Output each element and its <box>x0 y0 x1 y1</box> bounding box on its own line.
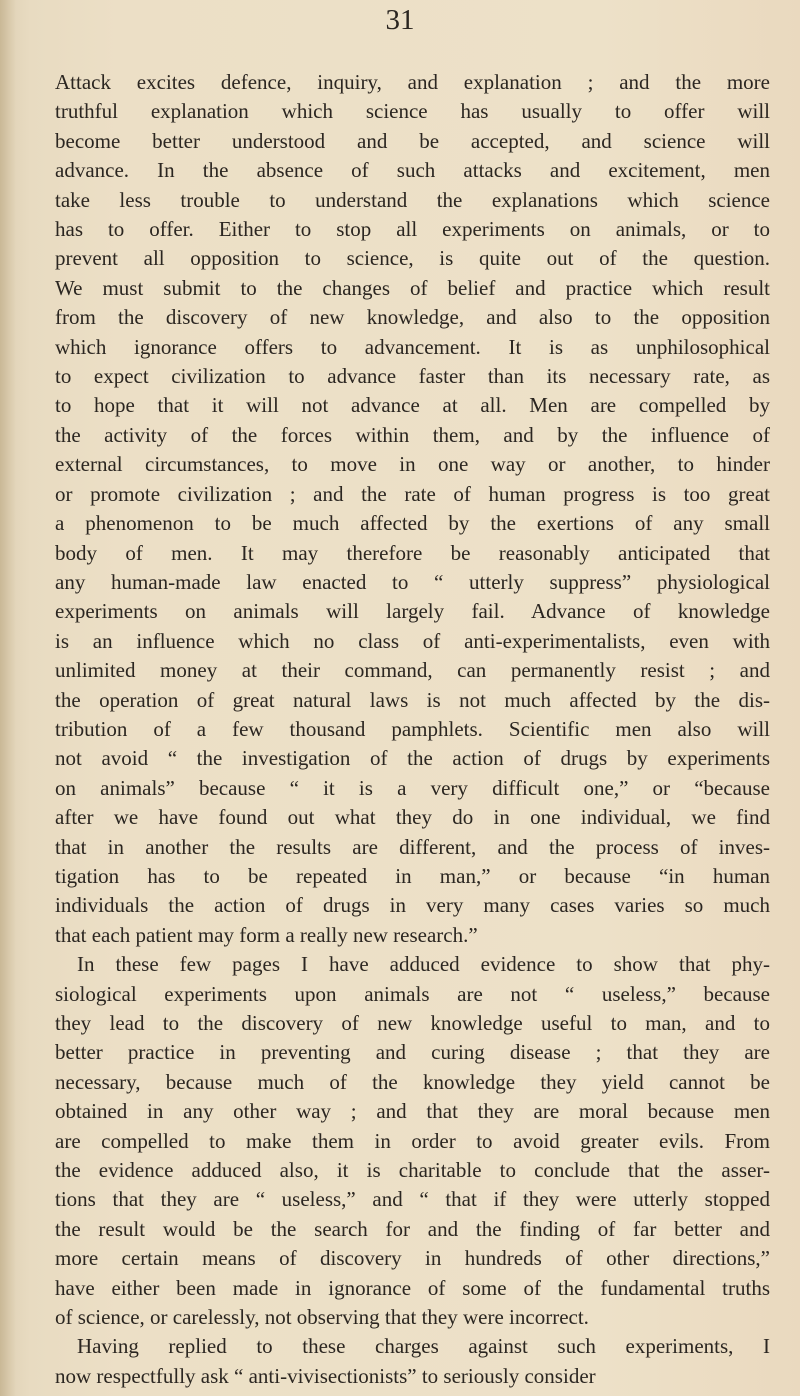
text-line: of science, or carelessly, not observing that they were incorrect. <box>55 1305 589 1330</box>
text-line: siological experiments upon animals are not “ useless,” because <box>55 981 770 1006</box>
text-line: tigation has to be repeated in man,” or because “in human <box>55 863 770 888</box>
text-line: that each patient may form a really new research.” <box>55 922 478 947</box>
text-line: the result would be the search for and the finding of far better and <box>55 1216 770 1241</box>
text-line: truthful explanation which science has usually to offer will <box>55 99 770 124</box>
text-line: has to offer. Either to stop all experiments on animals, or to <box>55 217 770 242</box>
text-line: individuals the action of drugs in very many cases varies so much <box>55 893 770 918</box>
text-line: We must submit to the changes of belief and practice which result <box>55 275 770 300</box>
text-line: from the discovery of new knowledge, and also to the opposition <box>55 305 770 330</box>
text-line: which ignorance offers to advancement. It is as unphilosophical <box>55 334 770 359</box>
text-line: that in another the results are different, and the process of inves- <box>55 834 770 859</box>
text-line: the activity of the forces within them, and by the influence of <box>55 422 770 447</box>
text-line: are compelled to make them in order to avoid greater evils. From <box>55 1128 770 1153</box>
text-line: advance. In the absence of such attacks and excitement, men <box>55 158 770 183</box>
text-line: experiments on animals will largely fail. Advance of knowledge <box>55 599 770 624</box>
text-line: Having replied to these charges against such experiments, I <box>77 1334 770 1359</box>
text-line: prevent all opposition to science, is quite out of the question. <box>55 246 770 271</box>
text-line: In these few pages I have adduced evidence to show that phy- <box>77 952 770 977</box>
text-line: obtained in any other way ; and that they are moral because men <box>55 1099 770 1124</box>
text-line: the evidence adduced also, it is charitable to conclude that the asser- <box>55 1158 770 1183</box>
text-line: is an influence which no class of anti-experimentalists, even with <box>55 628 770 653</box>
text-line: necessary, because much of the knowledge they yield cannot be <box>55 1069 770 1094</box>
text-line: become better understood and be accepted, and science will <box>55 128 770 153</box>
text-line: more certain means of discovery in hundreds of other directions,” <box>55 1246 770 1271</box>
text-line: after we have found out what they do in one individual, we find <box>55 805 770 830</box>
text-line: take less trouble to understand the explanations which science <box>55 187 770 212</box>
text-line: they lead to the discovery of new knowledge useful to man, and to <box>55 1011 770 1035</box>
text-line: a phenomenon to be much affected by the exertions of any small <box>55 511 770 536</box>
text-line: the operation of great natural laws is not much affected by the dis- <box>55 687 770 712</box>
text-line: to expect civilization to advance faster than its necessary rate, as <box>55 364 770 389</box>
text-line: better practice in preventing and curing disease ; that they are <box>55 1040 770 1065</box>
text-line: now respectfully ask “ anti-vivisectionists” to seriously consider <box>55 1363 596 1388</box>
text-line: tions that they are “ useless,” and “ that if they were utterly stopped <box>55 1187 770 1212</box>
text-line: body of men. It may therefore be reasonably anticipated that <box>55 540 770 565</box>
text-line: external circumstances, to move in one way or another, to hinder <box>55 452 770 477</box>
page-number: 31 <box>385 4 415 36</box>
text-line: unlimited money at their command, can permanently resist ; and <box>55 658 770 683</box>
text-line: or promote civilization ; and the rate of human progress is too great <box>55 481 770 506</box>
text-line: tribution of a few thousand pamphlets. Scientific men also will <box>55 716 770 741</box>
text-line: any human-made law enacted to “ utterly suppress” physiological <box>55 569 770 594</box>
text-line: Attack excites defence, inquiry, and explanation ; and the more <box>55 70 770 94</box>
text-line: to hope that it will not advance at all. Men are compelled by <box>55 393 770 418</box>
page-gutter-shadow <box>0 0 16 1396</box>
text-line: have either been made in ignorance of some of the fundamental truths <box>55 1275 770 1300</box>
text-line: not avoid “ the investigation of the action of drugs by experiments <box>55 746 770 771</box>
text-line: on animals” because “ it is a very difficult one,” or “because <box>55 775 770 800</box>
body-text <box>55 68 770 1391</box>
